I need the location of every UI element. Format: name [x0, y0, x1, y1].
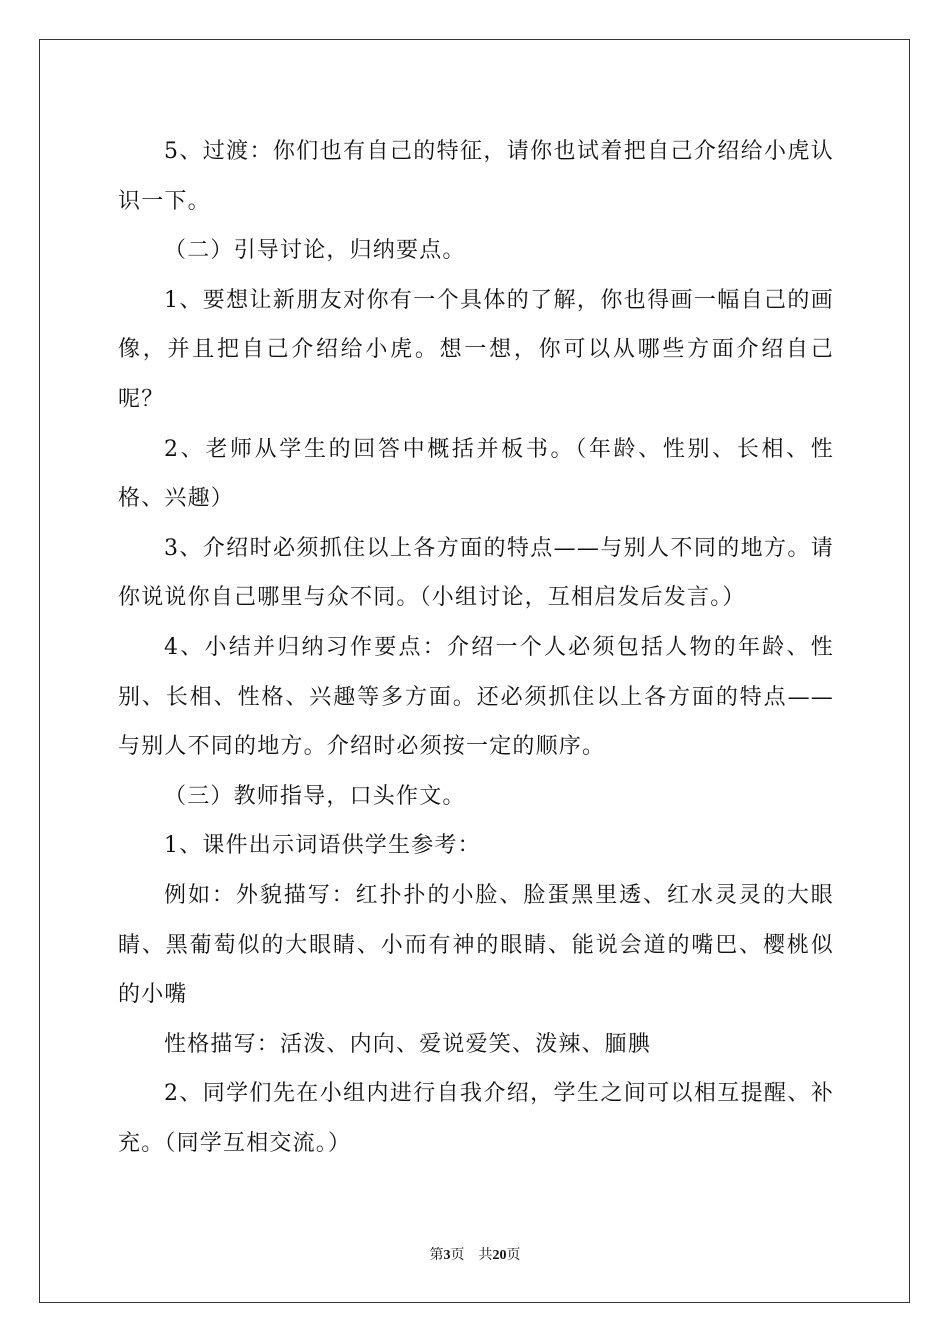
paragraph: 3、介绍时必须抓住以上各方面的特点——与别人不同的地方。请你说说你自己哪里与众不同。（小组讨论，互相启发后发言。）	[118, 535, 834, 611]
total-suffix: 页	[506, 1248, 521, 1263]
paragraph: 4、小结并归纳习作要点：介绍一个人必须包括人物的年龄、性别、长相、性格、兴趣等多方面。还必须抓住以上各方面的特点——与别人不同的地方。介绍时必须按一定的顺序。	[118, 634, 834, 760]
page-prefix: 第	[429, 1248, 444, 1263]
page-suffix: 页	[450, 1248, 465, 1263]
paragraph: 2、同学们先在小组内进行自我介绍，学生之间可以相互提醒、补充。（同学互相交流。）	[118, 1081, 834, 1156]
paragraph: 性格描写：活泼、内向、爱说爱笑、泼辣、腼腆	[164, 1031, 652, 1057]
paragraph: 5、过渡：你们也有自己的特征，请你也试着把自己介绍给小虎认识一下。	[118, 139, 834, 214]
paragraph: 1、课件出示词语供学生参考：	[164, 833, 481, 859]
page-number: 3	[443, 1248, 451, 1263]
total-prefix: 共	[478, 1248, 493, 1263]
document-body	[118, 127, 834, 1168]
paragraph: 例如：外貌描写：红扑扑的小脸、脸蛋黑里透、红水灵灵的大眼睛、黑葡萄似的大眼睛、小而有神的眼睛、能说会道的嘴巴、樱桃似的小嘴	[118, 882, 834, 1008]
paragraph: 2、老师从学生的回答中概括并板书。（年龄、性别、长相、性格、兴趣）	[118, 436, 834, 512]
total-pages: 20	[492, 1248, 507, 1263]
section-heading: （二）引导讨论，归纳要点。	[164, 238, 466, 264]
section-heading: （三）教师指导，口头作文。	[164, 783, 466, 809]
page-footer	[0, 1247, 950, 1265]
paragraph: 1、要想让新朋友对你有一个具体的了解，你也得画一幅自己的画像，并且把自己介绍给小虎。想一想，你可以从哪些方面介绍自己呢？	[118, 287, 834, 412]
